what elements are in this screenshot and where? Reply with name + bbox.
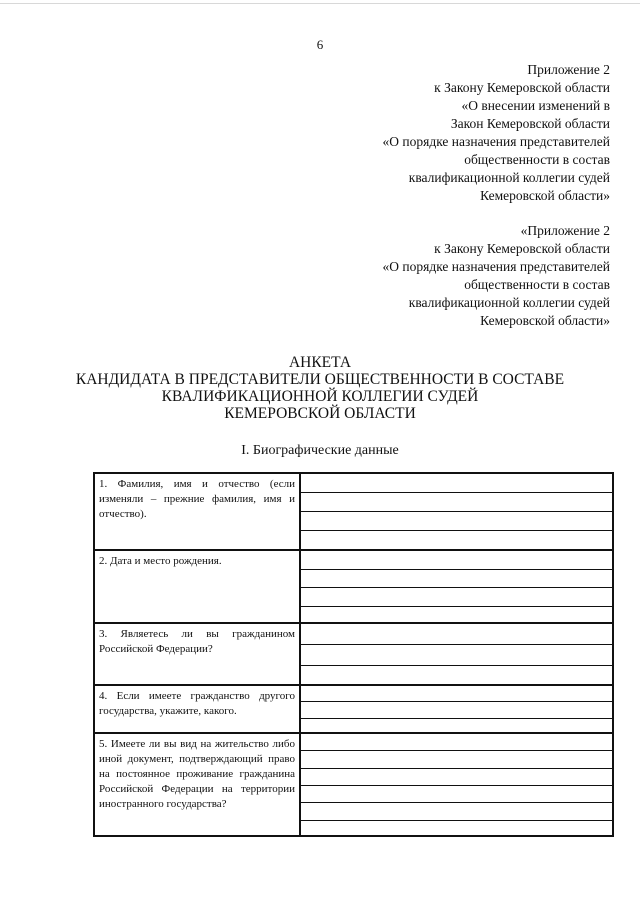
section-title: I. Биографические данные (241, 443, 399, 458)
answer-line[interactable] (301, 624, 612, 645)
appendix-line: «О порядке назначения представителей (382, 134, 610, 149)
appendix-line: общественности в состав (464, 152, 610, 167)
question-text: 3. Являетесь ли вы гражданином Российской Федерации? (95, 624, 301, 686)
answer-line[interactable] (301, 493, 612, 512)
question-row-5 (95, 732, 612, 837)
answer-line[interactable] (301, 769, 612, 786)
top-rule (0, 3, 640, 4)
appendix-quoted (383, 222, 610, 330)
answer-line[interactable] (301, 821, 612, 837)
appendix-line: Закон Кемеровской области (450, 116, 610, 131)
question-text: 1. Фамилия, имя и отчество (если изменяли – прежние фамилия, имя и отчество). (95, 474, 301, 549)
answer-line[interactable] (301, 512, 612, 531)
appendix-line: к Закону Кемеровской области (434, 80, 610, 95)
answer-line[interactable] (301, 686, 612, 702)
appendix-line: Приложение 2 (527, 62, 610, 77)
page-number: 6 (316, 37, 324, 52)
answer-line[interactable] (301, 645, 612, 666)
question-row-4 (95, 684, 612, 734)
appendix-line: квалификационной коллегии судей (408, 295, 610, 310)
question-text: 2. Дата и место рождения. (95, 551, 301, 624)
appendix-line: Кемеровской области» (480, 188, 610, 203)
answer-line[interactable] (301, 588, 612, 607)
title-line: КАНДИДАТА В ПРЕДСТАВИТЕЛИ ОБЩЕСТВЕННОСТИ В СОСТАВЕ (75, 371, 565, 388)
answer-area (301, 686, 612, 734)
form-title (0, 354, 640, 422)
answer-line[interactable] (301, 474, 612, 493)
answer-line[interactable] (301, 803, 612, 820)
answer-line[interactable] (301, 666, 612, 686)
answer-area (301, 551, 612, 624)
appendix-line: «О внесении изменений в (461, 98, 610, 113)
appendix-line: «О порядке назначения представителей (382, 259, 610, 274)
appendix-line: к Закону Кемеровской области (434, 241, 610, 256)
answer-line[interactable] (301, 734, 612, 751)
question-row-3 (95, 622, 612, 686)
question-row-2 (95, 549, 612, 624)
question-text: 5. Имеете ли вы вид на жительство либо иной документ, подтверждающий право на постоянное проживание гражданина Российской Федерации на территории иностранного государства? (95, 734, 301, 837)
answer-line[interactable] (301, 531, 612, 549)
appendix-line: общественности в состав (464, 277, 610, 292)
appendix-line: квалификационной коллегии судей (408, 170, 610, 185)
questionnaire-table (93, 472, 614, 837)
answer-area (301, 734, 612, 837)
title-line: КЕМЕРОВСКОЙ ОБЛАСТИ (224, 405, 416, 422)
answer-line[interactable] (301, 751, 612, 768)
appendix-line: «Приложение 2 (520, 223, 610, 238)
answer-line[interactable] (301, 570, 612, 589)
question-text: 4. Если имеете гражданство другого государства, укажите, какого. (95, 686, 301, 734)
answer-area (301, 624, 612, 686)
answer-area (301, 474, 612, 549)
appendix-line: Кемеровской области» (480, 313, 610, 328)
answer-line[interactable] (301, 702, 612, 718)
answer-line[interactable] (301, 786, 612, 803)
question-row-1 (95, 474, 612, 549)
appendix-header (383, 61, 610, 205)
title-line: АНКЕТА (288, 354, 352, 371)
title-line: КВАЛИФИКАЦИОННОЙ КОЛЛЕГИИ СУДЕЙ (161, 388, 479, 405)
answer-line[interactable] (301, 551, 612, 570)
